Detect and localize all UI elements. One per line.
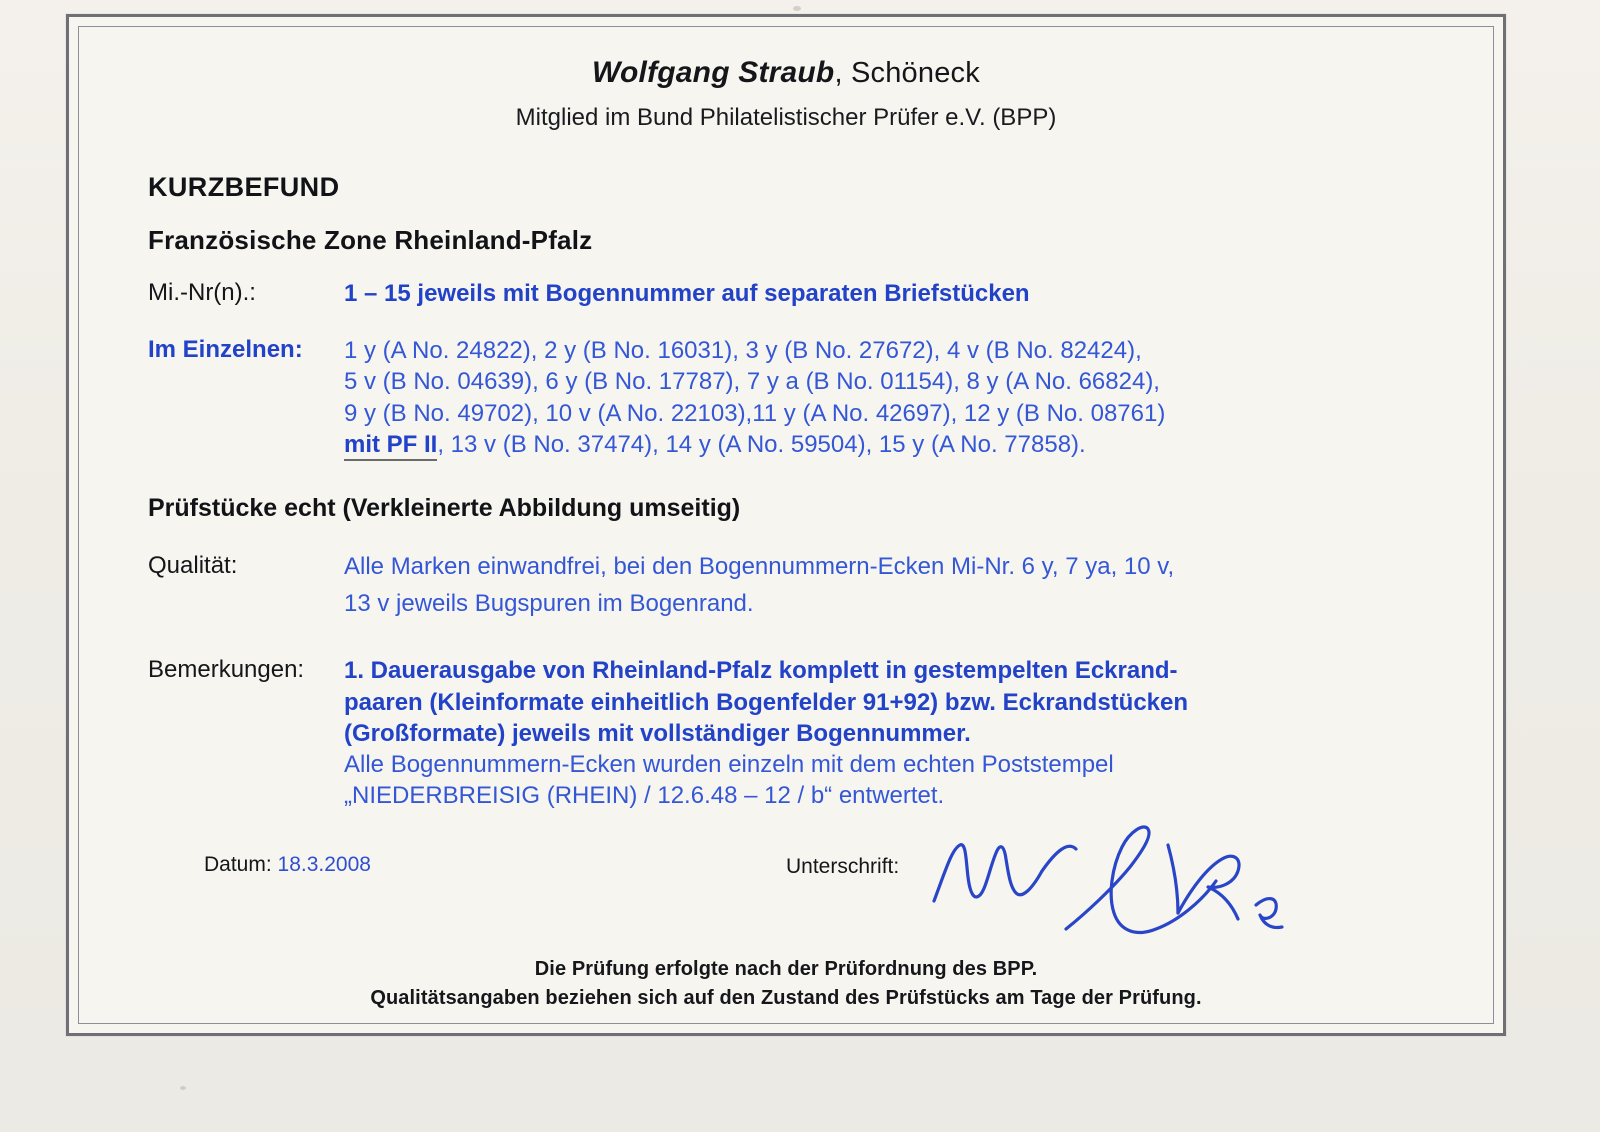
qualitaet-label: Qualität: — [148, 551, 238, 579]
bemerkungen-bold-line: 1. Dauerausgabe von Rheinland-Pfalz komplett in gestempelten Eckrand- — [344, 657, 1178, 685]
footer-note-2: Qualitätsangaben beziehen sich auf den Zustand des Prüfstücks am Tage der Prüfung. — [370, 987, 1202, 1009]
im-einzelnen-label: Im Einzelnen: — [148, 336, 303, 364]
signature-area — [86, 845, 1486, 935]
detail-line: 9 y (B No. 49702), 10 v (A No. 22103),11 y (A No. 42697), 12 y (B No. 08761) — [344, 399, 1166, 427]
qualitaet-line: Alle Marken einwandfrei, bei den Bogennummern-Ecken Mi-Nr. 6 y, 7 ya, 10 v, — [344, 552, 1175, 580]
zone-subtitle: Französische Zone Rheinland-Pfalz — [148, 225, 593, 255]
signature-label: Unterschrift: — [786, 855, 900, 879]
expert-name: Wolfgang Straub — [592, 56, 835, 89]
im-einzelnen-value — [344, 335, 1486, 460]
bemerkungen-row — [86, 655, 1486, 811]
bemerkungen-line: „NIEDERBREISIG (RHEIN) / 12.6.48 – 12 / b“ entwertet. — [344, 782, 945, 810]
certificate-content — [86, 30, 1486, 1022]
bemerkungen-bold-line: (Großformate) jeweils mit vollständiger Bogennummer. — [344, 719, 971, 747]
date-field — [204, 853, 371, 877]
qualitaet-value — [344, 551, 1486, 625]
certificate-document — [66, 14, 1506, 1036]
mi-nr-row — [86, 278, 1486, 309]
detail-line: 1 y (A No. 24822), 2 y (B No. 16031), 3 y (B No. 27672), 4 v (B No. 82424), — [344, 337, 1142, 365]
expert-name-line — [86, 56, 1486, 90]
bemerkungen-label: Bemerkungen: — [148, 656, 305, 684]
detail-line: 5 v (B No. 04639), 6 y (B No. 17787), 7 y a (B No. 01154), 8 y (A No. 66824), — [344, 368, 1160, 396]
title-block — [86, 172, 1486, 256]
qualitaet-line: 13 v jeweils Bugspuren im Bogenrand. — [344, 590, 754, 618]
bemerkungen-line: Alle Bogennummern-Ecken wurden einzeln mit dem echten Poststempel — [344, 750, 1114, 778]
date-value: 18.3.2008 — [277, 853, 371, 877]
verdict-line: Prüfstücke echt (Verkleinerte Abbildung umseitig) — [148, 493, 741, 522]
mi-nr-label: Mi.-Nr(n).: — [148, 279, 256, 306]
scan-speck — [793, 6, 801, 11]
footer-note-1: Die Prüfung erfolgte nach der Prüfordnung des BPP. — [534, 958, 1038, 980]
qualitaet-row — [86, 551, 1486, 625]
mi-nr-value: 1 – 15 jeweils mit Bogennummer auf separaten Briefstücken — [344, 280, 1030, 307]
im-einzelnen-row — [86, 335, 1486, 460]
plattenfehler-note: mit PF II — [344, 431, 437, 461]
bemerkungen-value — [344, 655, 1486, 811]
handwritten-signature-icon — [916, 809, 1336, 949]
expert-city: , Schöneck — [834, 57, 980, 89]
footer-notes — [86, 958, 1486, 1010]
date-label: Datum: — [204, 853, 272, 877]
document-type-title: KURZBEFUND — [148, 172, 340, 202]
membership-line: Mitglied im Bund Philatelistischer Prüfer e.V. (BPP) — [515, 104, 1057, 131]
bemerkungen-bold-line: paaren (Kleinformate einheitlich Bogenfelder 91+92) bzw. Eckrandstücken — [344, 688, 1189, 716]
detail-line-last — [344, 429, 1486, 460]
detail-line-rest: , 13 v (B No. 37474), 14 y (A No. 59504), 15 y (A No. 77858). — [437, 430, 1086, 458]
scan-speck — [180, 1086, 186, 1090]
